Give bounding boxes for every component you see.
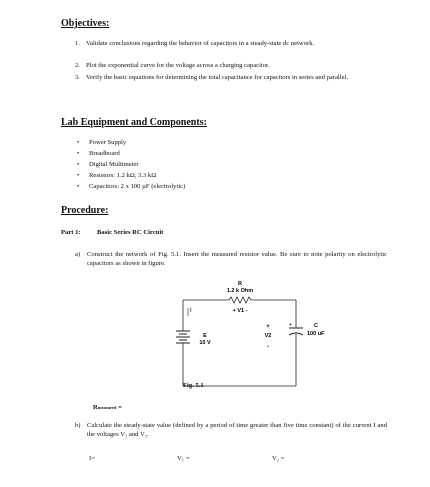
equipment-heading: Lab Equipment and Components: [61, 117, 207, 128]
objective-number: 2. [75, 62, 80, 69]
r-subscript: measured [97, 405, 117, 410]
objective-item-3 [75, 74, 86, 83]
equipment-label: Resistors: 1.2 kΩ, 3.3 kΩ [89, 172, 157, 179]
v2-name: V2 [264, 333, 272, 339]
bullet: • [77, 150, 80, 157]
bullet: • [77, 139, 80, 146]
equipment-label: Digital Multimeter [89, 161, 139, 168]
objectives-heading: Objectives: [61, 18, 110, 29]
figure-caption: Fig. 5.1 [183, 382, 204, 389]
battery-symbol [176, 331, 190, 343]
answer-v1: V₁ = [177, 455, 190, 462]
equipment-item [77, 139, 126, 148]
step-a-label: a) [75, 251, 81, 258]
step-b-label: b) [75, 422, 81, 429]
equipment-label: Capacitors: 2 x 100 µF (electrolytic) [89, 183, 186, 190]
r-equals: = [118, 404, 122, 411]
source-name: E [203, 333, 207, 339]
bullet: • [77, 172, 80, 179]
capacitor-name: C [314, 323, 318, 329]
step-b-text: Calculate the steady-state value (defined by a period of time greater than five time constant) of the current I and the voltages V₁ and V₂. [87, 422, 387, 438]
objective-number: 3. [75, 74, 80, 81]
resistor-value: 1.2 k Ohm [226, 288, 254, 294]
v2-minus: - [267, 344, 269, 350]
equipment-item [77, 172, 156, 181]
resistor-name: R [238, 281, 242, 287]
capacitor-plus: + [288, 322, 292, 328]
objective-text: Validate conclusions regarding the behavior of capacitors in a steady-state dc network. [86, 40, 315, 47]
step-a-text: Construct the network of Fig. 5.1. Insert the measured resistor value. Be sure to note polarity on electrolytic capacitors as shown in figure. [87, 251, 387, 267]
current-label: I [190, 308, 192, 314]
equipment-label: Power Supply [89, 139, 127, 146]
capacitor-symbol [289, 328, 303, 335]
equipment-item [77, 183, 185, 192]
equipment-item [77, 150, 120, 159]
objective-item-2 [75, 62, 86, 71]
procedure-heading: Procedure: [61, 205, 109, 216]
answer-i: I= [89, 455, 95, 462]
r-symbol: R [93, 404, 98, 411]
r-measured-label [93, 404, 122, 413]
circuit-diagram [150, 276, 330, 396]
resistor-symbol [229, 297, 251, 303]
part-title: Basic Series RC Circuit [97, 229, 164, 236]
objective-number: 1. [75, 40, 80, 47]
source-value: 10 V [199, 340, 211, 346]
v1-label: + V1 - [232, 308, 248, 314]
equipment-label: Breadboard [89, 150, 120, 157]
objective-text: Verify the basic equations for determining the total capacitance for capacitors in series and parallel. [86, 74, 348, 81]
equipment-item [77, 161, 139, 170]
part-label: Part 1: [61, 229, 81, 236]
bullet: • [77, 161, 80, 168]
v2-plus: + [266, 324, 270, 330]
objective-text: Plot the exponential curve for the voltage across a charging capacitor. [86, 62, 270, 69]
bullet: • [77, 183, 80, 190]
objective-item-1 [75, 40, 86, 49]
answer-v2: V₂ = [272, 455, 285, 462]
capacitor-value: 100 uF [307, 331, 325, 337]
